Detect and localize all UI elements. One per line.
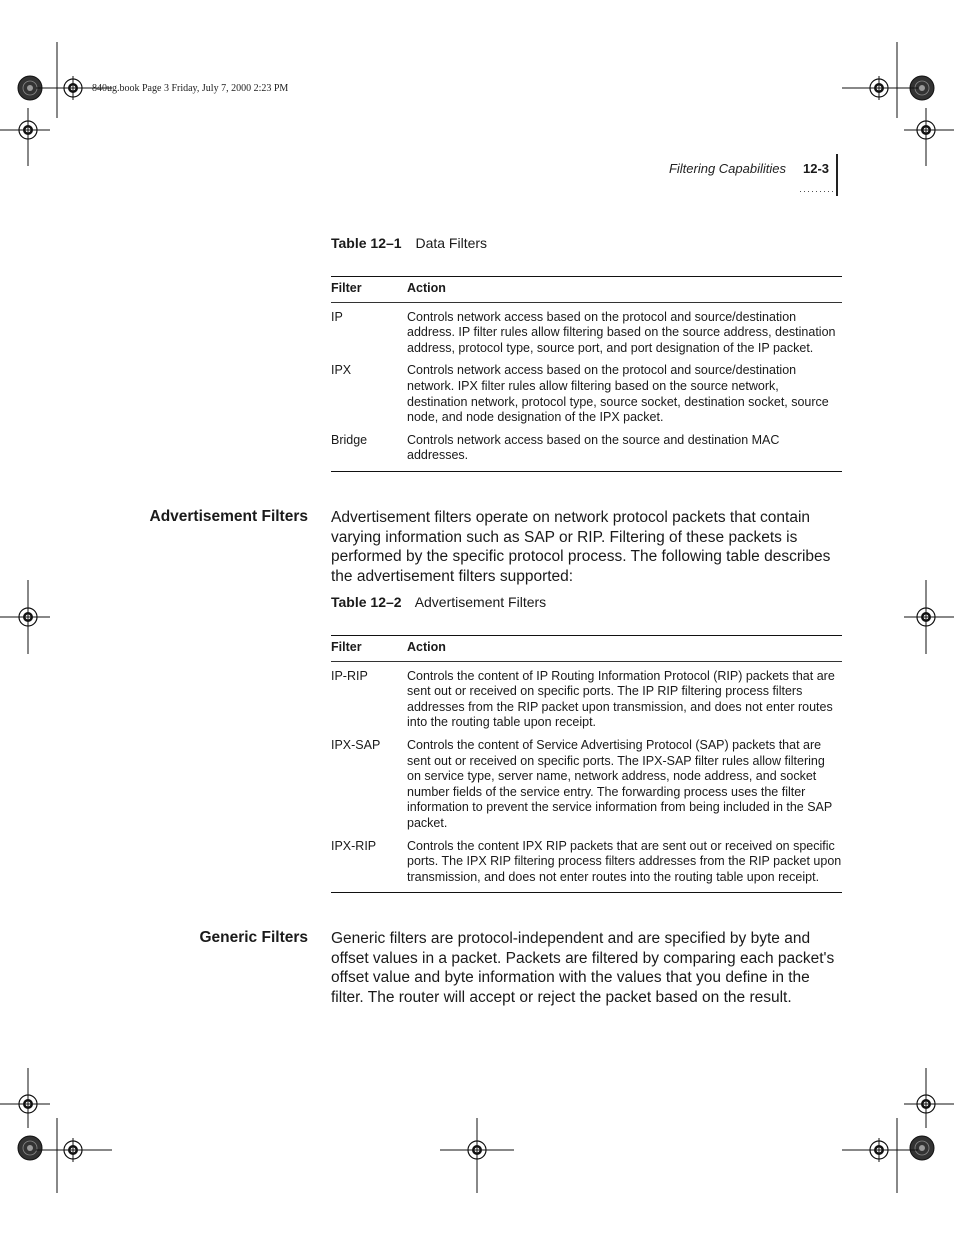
advertisement-paragraph: Advertisement filters operate on network protocol packets that contain varying information such as SAP or RIP. Filtering of these packets is performed by the specific protocol process. The following table describes the advertisement filters supported: <box>331 509 831 585</box>
table-row <box>331 302 842 356</box>
column-header-filter: Filter <box>331 277 407 303</box>
filter-cell: IPX <box>331 363 352 378</box>
advertisement-filters-table <box>331 635 842 893</box>
action-cell: Controls network access based on the protocol and source/destination address. IP filter rules allow filtering based on the source address, destination address, protocol type, source port, and port designation of the IP packet. <box>407 309 836 355</box>
print-slug: 840ug.book Page 3 Friday, July 7, 2000 2:23 PM <box>92 83 289 94</box>
page-number-box <box>796 154 838 196</box>
section-heading-generic: Generic Filters <box>199 929 308 946</box>
table-title: Data Filters <box>415 235 488 251</box>
filter-cell: Bridge <box>331 426 407 472</box>
table-row <box>331 661 842 731</box>
table-title: Advertisement Filters <box>414 594 547 610</box>
decorative-dots-icon: ········· <box>799 186 835 196</box>
generic-paragraph: Generic filters are protocol-independent and are specified by byte and offset values in a packet. Packets are filtered by comparing each packet's offset value and byte information with the values that you define in the filter. The router will accept or reject the packet based on the result. <box>331 930 835 1006</box>
table-number: Table 12–1 <box>331 235 402 251</box>
table-header-row <box>331 277 842 303</box>
table-caption <box>331 235 487 251</box>
table-row <box>331 426 842 472</box>
column-header-filter: Filter <box>331 636 407 662</box>
table-caption <box>331 594 546 610</box>
action-cell: Controls network access based on the protocol and source/destination network. IPX filter rules allow filtering based on the source network, destination network, protocol type, source socket, destination socket, source node, and node designation of the IPX packet. <box>407 363 829 425</box>
column-header-action: Action <box>407 277 842 303</box>
filter-cell: IP <box>331 309 343 324</box>
divider <box>836 154 838 196</box>
filter-cell: IP-RIP <box>331 668 368 683</box>
filter-cell: IPX-SAP <box>331 737 381 752</box>
table-number: Table 12–2 <box>331 594 402 610</box>
star-target-icon <box>18 1136 42 1160</box>
action-cell: Controls the content IPX RIP packets that are sent out or received on specific ports. The IPX RIP filtering process filters addresses from the RIP packet upon transmission, and does not enter routes into the routing table upon receipt. <box>407 832 842 893</box>
action-cell: Controls the content of Service Advertising Protocol (SAP) packets that are sent out or received on specific ports. The IPX-SAP filter rules allow filtering on service type, server name, network address, node address, and socket number fields of the service entry. The forwarding process uses the filter information to prevent the service information from being included in the SAP packet. <box>407 737 832 830</box>
section-heading-advertisement: Advertisement Filters <box>149 508 308 525</box>
filter-cell: IPX-RIP <box>331 832 407 893</box>
table-row <box>331 356 842 425</box>
data-filters-table <box>331 276 842 472</box>
table-row <box>331 832 842 893</box>
table-row <box>331 731 842 832</box>
column-header-action: Action <box>407 636 842 662</box>
running-head: Filtering Capabilities <box>668 161 786 176</box>
table-header-row <box>331 636 842 662</box>
action-cell: Controls network access based on the source and destination MAC addresses. <box>407 426 842 472</box>
page-number: 12-3 <box>803 161 830 176</box>
star-target-icon <box>910 1136 934 1160</box>
action-cell: Controls the content of IP Routing Information Protocol (RIP) packets that are sent out or received on specific ports. The IP RIP filtering process filters addresses from the RIP packet upon transmission, and does not enter routes into the routing table upon receipt. <box>407 668 835 730</box>
